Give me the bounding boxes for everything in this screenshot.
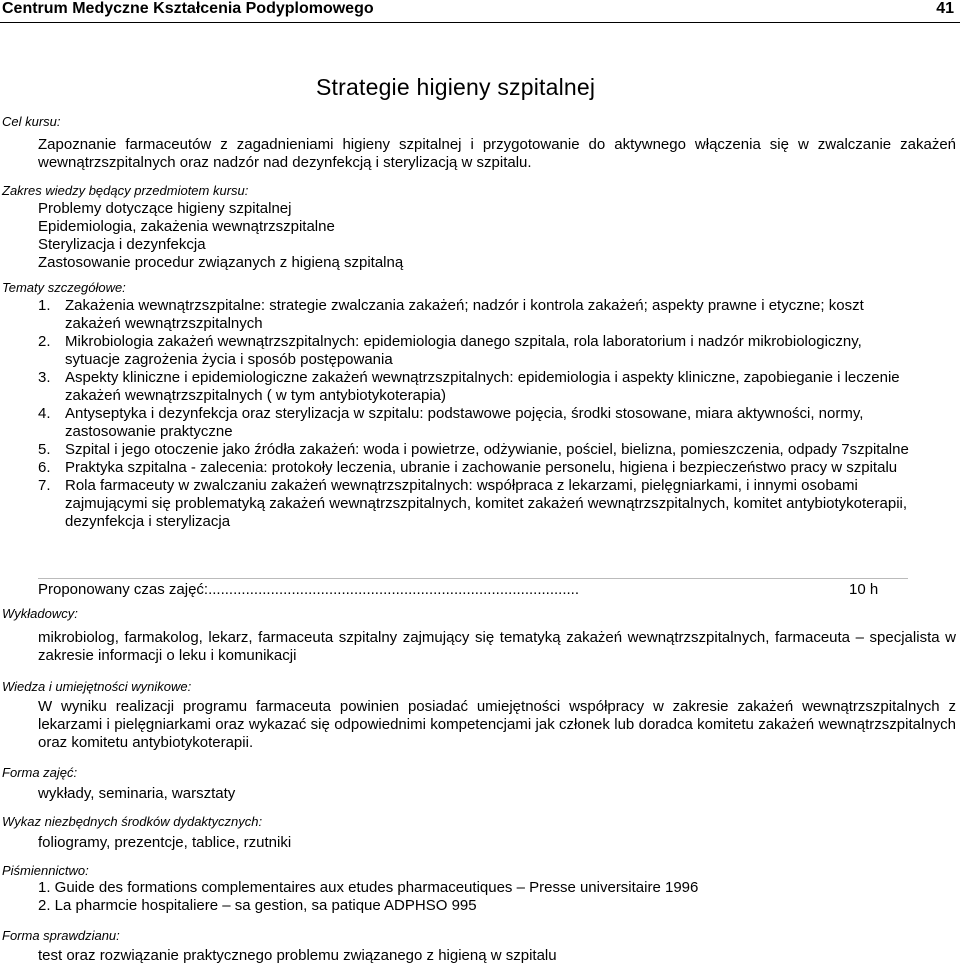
topic-number: 1. bbox=[38, 297, 51, 314]
header-title: Centrum Medyczne Kształcenia Podyplomowego bbox=[2, 0, 374, 17]
wykladowcy-text: mikrobiolog, farmakolog, lekarz, farmaceuta szpitalny zajmujący się tematyką zakażeń wewnątrzszpitalnych, farmaceuta – specjalista w zakresie informacji o leku i komunikacji bbox=[38, 629, 956, 664]
topic-item bbox=[38, 441, 918, 459]
proposed-time-row bbox=[38, 578, 908, 601]
topic-item bbox=[38, 333, 918, 369]
topic-text: Praktyka szpitalna - zalecenia: protokoły leczenia, ubranie i zachowanie personelu, higiena i bezpieczeństwo pracy w szpitalu bbox=[65, 459, 898, 476]
zakres-item: Sterylizacja i dezynfekcja bbox=[38, 236, 206, 253]
wykladowcy-label: Wykładowcy: bbox=[2, 606, 78, 621]
topic-text: Zakażenia wewnątrzszpitalne: strategie zwalczania zakażeń; nadzór i kontrola zakażeń; aspekty prawne i etyczne; koszt zakażeń wewnątrzszpitalnych bbox=[65, 297, 864, 332]
topic-item bbox=[38, 369, 918, 405]
page-header bbox=[0, 0, 960, 23]
wiedza-label: Wiedza i umiejętności wynikowe: bbox=[2, 679, 192, 694]
srodki-label: Wykaz niezbędnych środków dydaktycznych: bbox=[2, 814, 263, 829]
srodki-text: foliogramy, prezentcje, tablice, rzutniki bbox=[38, 834, 292, 851]
topic-item bbox=[38, 477, 918, 531]
topic-number: 4. bbox=[38, 405, 51, 422]
forma-label: Forma zajęć: bbox=[2, 765, 78, 780]
topic-item bbox=[38, 297, 918, 333]
wiedza-text: W wyniku realizacji programu farmaceuta powinien posiadać umiejętności współpracy w zakresie zakażeń wewnątrzszpitalnych z lekarzami i pielęgniarkami oraz wykazać się odpowiednimi kompetencjami jak członek lub doradca komitetu zakażeń wewnątrzszpitalnych oraz komitetu antybiotykoterapii. bbox=[38, 698, 956, 751]
zakres-item: Zastosowanie procedur związanych z higieną szpitalną bbox=[38, 254, 404, 271]
tematy-label: Tematy szczegółowe: bbox=[2, 280, 126, 295]
topic-item bbox=[38, 405, 918, 441]
topic-text: Mikrobiologia zakażeń wewnątrzszpitalnych: epidemiologia danego szpitala, rola laboratorium i nadzór mikrobiologiczny, sytuacje zagrożenia życia i sposób postępowania bbox=[65, 333, 862, 368]
sprawdzian-text: test oraz rozwiązanie praktycznego problemu związanego z higieną w szpitalu bbox=[38, 947, 557, 964]
proposed-time-value: 10 h bbox=[849, 581, 879, 598]
pismiennictwo-label: Piśmiennictwo: bbox=[2, 863, 89, 878]
cel-text: Zapoznanie farmaceutów z zagadnieniami higieny szpitalnej i przygotowanie do aktywnego włączenia się w zwalczanie zakażeń wewnątrzszpitalnych oraz nadzór nad dezynfekcją i sterylizacją w szpitalu. bbox=[38, 136, 956, 171]
topic-number: 3. bbox=[38, 369, 51, 386]
zakres-label: Zakres wiedzy będący przedmiotem kursu: bbox=[2, 183, 249, 198]
zakres-item: Epidemiologia, zakażenia wewnątrzszpitalne bbox=[38, 218, 335, 235]
sprawdzian-label: Forma sprawdzianu: bbox=[2, 928, 120, 943]
proposed-time-label: Proponowany czas zajęć:......................................................................................... bbox=[38, 581, 579, 598]
topic-item bbox=[38, 459, 918, 477]
topic-number: 7. bbox=[38, 477, 51, 494]
topic-text: Rola farmaceuty w zwalczaniu zakażeń wewnątrzszpitalnych: współpraca z lekarzami, pielęgniarkami, i innymi osobami zajmującymi się problematyką zakażeń wewnątrzszpitalnych, komitet zakażeń wewnątrzszpitalnych, komitet antybiotykoterapii, dezynfekcja i sterylizacja bbox=[65, 477, 908, 530]
topic-text: Aspekty kliniczne i epidemiologiczne zakażeń wewnątrzszpitalnych: epidemiologia i aspekty kliniczne, zapobieganie i leczenie zakażeń wewnątrzszpitalnych ( w tym antybiotykoterapia) bbox=[65, 369, 900, 404]
topics-list bbox=[38, 297, 918, 531]
bibliography-item: 1. Guide des formations complementaires aux etudes pharmaceutiques – Presse universitaire 1996 bbox=[38, 879, 699, 896]
document-title: Strategie higieny szpitalnej bbox=[316, 74, 596, 100]
zakres-item: Problemy dotyczące higieny szpitalnej bbox=[38, 200, 292, 217]
topic-text: Szpital i jego otoczenie jako źródła zakażeń: woda i powietrze, odżywianie, pościel, bielizna, pomieszczenia, odpady 7szpitalne bbox=[65, 441, 909, 458]
topic-number: 5. bbox=[38, 441, 51, 458]
cel-label: Cel kursu: bbox=[2, 114, 61, 129]
forma-text: wykłady, seminaria, warsztaty bbox=[38, 785, 236, 802]
bibliography-item: 2. La pharmcie hospitaliere – sa gestion, sa patique ADPHSO 995 bbox=[38, 897, 477, 914]
topic-number: 2. bbox=[38, 333, 51, 350]
topic-text: Antyseptyka i dezynfekcja oraz sterylizacja w szpitalu: podstawowe pojęcia, środki stosowane, miara aktywności, normy, zastosowanie praktyczne bbox=[65, 405, 864, 440]
page-number: 41 bbox=[936, 0, 954, 17]
topic-number: 6. bbox=[38, 459, 51, 476]
bibliography-list bbox=[38, 879, 698, 915]
